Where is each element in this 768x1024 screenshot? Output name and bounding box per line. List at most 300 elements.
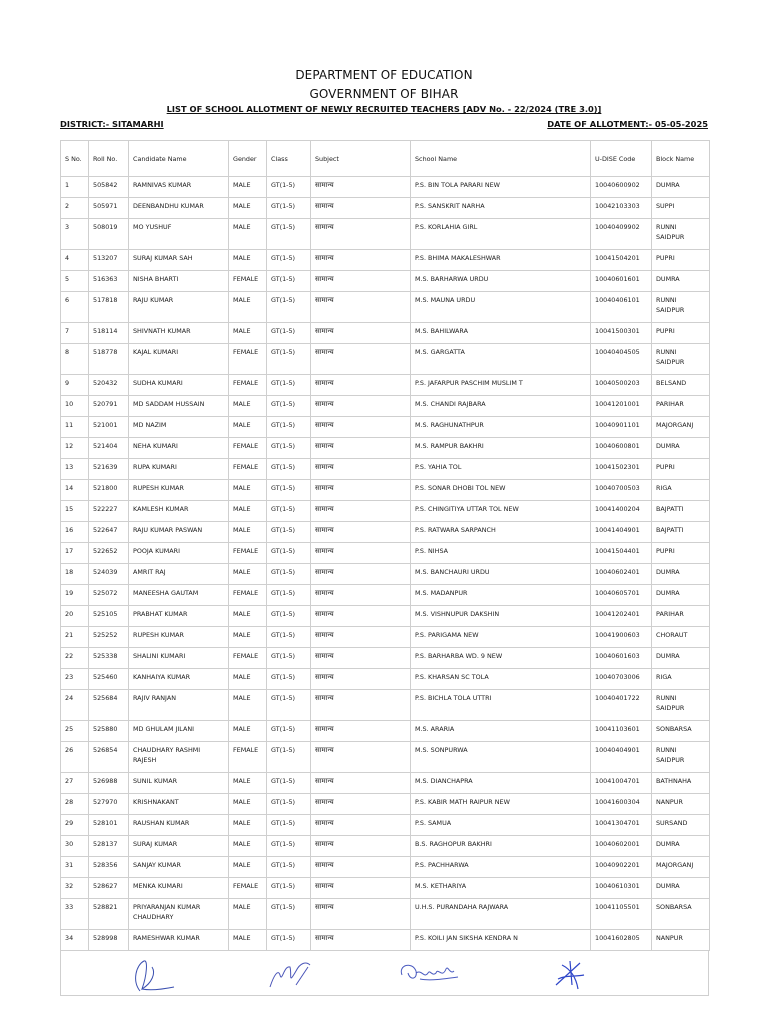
table-cell: 525252 [89, 627, 129, 648]
table-cell: 525460 [89, 669, 129, 690]
table-cell: FEMALE [229, 438, 267, 459]
table-cell: RAMESHWAR KUMAR [129, 930, 229, 951]
table-row [61, 773, 710, 794]
table-cell: MALE [229, 396, 267, 417]
table-cell: GT(1-5) [267, 815, 311, 836]
table-cell: 521001 [89, 417, 129, 438]
table-cell: GT(1-5) [267, 271, 311, 292]
table-cell: P.S. BIN TOLA PARARI NEW [411, 177, 591, 198]
list-title: LIST OF SCHOOL ALLOTMENT OF NEWLY RECRUITED TEACHERS [ADV No. - 22/2024 (TRE 3.0)] [166, 104, 602, 114]
table-cell: GT(1-5) [267, 857, 311, 878]
table-cell: MAJORGANJ [652, 417, 710, 438]
signature-2-icon [266, 955, 316, 995]
table-cell: KANHAIYA KUMAR [129, 669, 229, 690]
table-cell: 10040404901 [591, 742, 652, 773]
table-cell: SUDHA KUMARI [129, 375, 229, 396]
date-label: DATE OF ALLOTMENT:- 05-05-2025 [547, 119, 708, 129]
table-cell: MALE [229, 417, 267, 438]
table-cell: MALE [229, 323, 267, 344]
table-cell: M.S. GARGATTA [411, 344, 591, 375]
table-cell: MALE [229, 292, 267, 323]
table-cell: GT(1-5) [267, 219, 311, 250]
table-cell: GT(1-5) [267, 669, 311, 690]
table-cell: MALE [229, 721, 267, 742]
table-cell: सामान्य [311, 690, 411, 721]
table-cell: 520791 [89, 396, 129, 417]
table-cell: FEMALE [229, 878, 267, 899]
table-cell: 525880 [89, 721, 129, 742]
table-row [61, 396, 710, 417]
table-cell: सामान्य [311, 742, 411, 773]
table-cell: KAMLESH KUMAR [129, 501, 229, 522]
table-row [61, 585, 710, 606]
table-cell: 32 [61, 878, 89, 899]
table-cell: RUNNI SAIDPUR [652, 219, 710, 250]
table-cell: 8 [61, 344, 89, 375]
table-cell: सामान्य [311, 836, 411, 857]
table-cell: सामान्य [311, 878, 411, 899]
table-row [61, 899, 710, 930]
table-cell: RUPESH KUMAR [129, 480, 229, 501]
table-cell: RAJU KUMAR PASWAN [129, 522, 229, 543]
table-cell: 30 [61, 836, 89, 857]
table-cell: सामान्य [311, 899, 411, 930]
table-cell: 21 [61, 627, 89, 648]
table-cell: BAJPATTI [652, 501, 710, 522]
signature-3-icon [396, 955, 466, 991]
table-row [61, 480, 710, 501]
table-row [61, 198, 710, 219]
table-cell: MALE [229, 815, 267, 836]
table-row [61, 742, 710, 773]
table-cell: 31 [61, 857, 89, 878]
table-header-row [61, 141, 710, 177]
table-cell: 34 [61, 930, 89, 951]
table-cell: सामान्य [311, 250, 411, 271]
table-cell: NISHA BHARTI [129, 271, 229, 292]
table-cell: 528627 [89, 878, 129, 899]
table-cell: DUMRA [652, 177, 710, 198]
signature-1-icon [122, 955, 182, 995]
table-cell: SONBARSA [652, 721, 710, 742]
table-cell: NANPUR [652, 794, 710, 815]
table-cell: NEHA KUMARI [129, 438, 229, 459]
table-cell: SUPPI [652, 198, 710, 219]
table-cell: DUMRA [652, 648, 710, 669]
column-header: Class [267, 141, 311, 177]
table-cell: MD NAZIM [129, 417, 229, 438]
table-cell: FEMALE [229, 271, 267, 292]
table-cell: 520432 [89, 375, 129, 396]
table-cell: 10040404505 [591, 344, 652, 375]
table-cell: सामान्य [311, 794, 411, 815]
column-header: U-DISE Code [591, 141, 652, 177]
table-cell: 10041004701 [591, 773, 652, 794]
table-cell: 10042103303 [591, 198, 652, 219]
table-cell: M.S. MAUNA URDU [411, 292, 591, 323]
table-cell: P.S. JAFARPUR PASCHIM MUSLIM T [411, 375, 591, 396]
table-cell: P.S. PARIGAMA NEW [411, 627, 591, 648]
table-cell: 10041304701 [591, 815, 652, 836]
table-cell: SURAJ KUMAR SAH [129, 250, 229, 271]
table-cell: GT(1-5) [267, 627, 311, 648]
table-cell: सामान्य [311, 648, 411, 669]
table-cell: 2 [61, 198, 89, 219]
table-cell: 28 [61, 794, 89, 815]
table-cell: CHAUDHARY RASHMI RAJESH [129, 742, 229, 773]
table-cell: 11 [61, 417, 89, 438]
table-cell: 10040600902 [591, 177, 652, 198]
table-cell: MALE [229, 177, 267, 198]
table-cell: FEMALE [229, 585, 267, 606]
table-row [61, 375, 710, 396]
table-cell: 10040902201 [591, 857, 652, 878]
table-cell: MO YUSHUF [129, 219, 229, 250]
table-cell: AMRIT RAJ [129, 564, 229, 585]
table-cell: 9 [61, 375, 89, 396]
table-cell: 29 [61, 815, 89, 836]
table-cell: सामान्य [311, 721, 411, 742]
table-cell: 505971 [89, 198, 129, 219]
table-cell: 526988 [89, 773, 129, 794]
table-cell: P.S. KOILI JAN SIKSHA KENDRA N [411, 930, 591, 951]
table-cell: 20 [61, 606, 89, 627]
table-cell: FEMALE [229, 459, 267, 480]
table-cell: MALE [229, 522, 267, 543]
table-cell: 10041600304 [591, 794, 652, 815]
table-row [61, 292, 710, 323]
table-cell: 525072 [89, 585, 129, 606]
table-cell: DUMRA [652, 271, 710, 292]
table-cell: M.S. RAMPUR BAKHRI [411, 438, 591, 459]
table-row [61, 690, 710, 721]
table-cell: 12 [61, 438, 89, 459]
table-cell: BELSAND [652, 375, 710, 396]
table-cell: P.S. SONAR DHOBI TOL NEW [411, 480, 591, 501]
table-cell: GT(1-5) [267, 198, 311, 219]
table-cell: SONBARSA [652, 899, 710, 930]
table-cell: M.S. DIANCHAPRA [411, 773, 591, 794]
table-cell: SHIVNATH KUMAR [129, 323, 229, 344]
table-cell: MD SADDAM HUSSAIN [129, 396, 229, 417]
table-row [61, 836, 710, 857]
table-cell: 10040602001 [591, 836, 652, 857]
table-cell: MALE [229, 480, 267, 501]
table-row [61, 815, 710, 836]
table-cell: GT(1-5) [267, 417, 311, 438]
table-cell: RUNNI SAIDPUR [652, 344, 710, 375]
table-row [61, 878, 710, 899]
table-row [61, 648, 710, 669]
table-cell: 528356 [89, 857, 129, 878]
district-label: DISTRICT:- SITAMARHI [60, 119, 164, 129]
table-row [61, 344, 710, 375]
table-row [61, 721, 710, 742]
table-cell: 18 [61, 564, 89, 585]
table-cell: सामान्य [311, 627, 411, 648]
table-cell: M.S. KETHARIYA [411, 878, 591, 899]
table-row [61, 323, 710, 344]
column-header: Candidate Name [129, 141, 229, 177]
table-cell: 24 [61, 690, 89, 721]
table-cell: 10040703006 [591, 669, 652, 690]
column-header: Roll No. [89, 141, 129, 177]
table-cell: MAJORGANJ [652, 857, 710, 878]
table-cell: GT(1-5) [267, 480, 311, 501]
table-cell: SANJAY KUMAR [129, 857, 229, 878]
table-row [61, 438, 710, 459]
table-cell: NANPUR [652, 930, 710, 951]
table-cell: M.S. ARARIA [411, 721, 591, 742]
table-cell: P.S. BARHARBA WD. 9 NEW [411, 648, 591, 669]
table-cell: GT(1-5) [267, 721, 311, 742]
table-cell: 516363 [89, 271, 129, 292]
table-cell: 525684 [89, 690, 129, 721]
table-cell: 26 [61, 742, 89, 773]
column-header: Subject [311, 141, 411, 177]
table-cell: KRISHNAKANT [129, 794, 229, 815]
table-cell: P.S. KABIR MATH RAIPUR NEW [411, 794, 591, 815]
table-cell: 10041500301 [591, 323, 652, 344]
table-cell: P.S. SAMUA [411, 815, 591, 836]
table-cell: GT(1-5) [267, 794, 311, 815]
table-cell: 521404 [89, 438, 129, 459]
table-cell: MALE [229, 606, 267, 627]
column-header: S No. [61, 141, 89, 177]
table-cell: 10041602805 [591, 930, 652, 951]
table-cell: सामान्य [311, 438, 411, 459]
table-cell: 10040500203 [591, 375, 652, 396]
table-cell: सामान्य [311, 219, 411, 250]
table-cell: 10 [61, 396, 89, 417]
column-header: Block Name [652, 141, 710, 177]
table-cell: GT(1-5) [267, 899, 311, 930]
table-cell: FEMALE [229, 742, 267, 773]
table-cell: MENKA KUMARI [129, 878, 229, 899]
table-cell: 522227 [89, 501, 129, 522]
table-row [61, 857, 710, 878]
table-cell: 10040401722 [591, 690, 652, 721]
table-cell: MALE [229, 250, 267, 271]
table-cell: सामान्य [311, 344, 411, 375]
table-cell: DUMRA [652, 878, 710, 899]
table-cell: सामान्य [311, 459, 411, 480]
table-cell: M.S. VISHNUPUR DAKSHIN [411, 606, 591, 627]
table-cell: 22 [61, 648, 89, 669]
table-cell: 10040602401 [591, 564, 652, 585]
table-row [61, 177, 710, 198]
table-row [61, 794, 710, 815]
table-cell: DEENBANDHU KUMAR [129, 198, 229, 219]
table-cell: SHALINI KUMARI [129, 648, 229, 669]
table-cell: 521639 [89, 459, 129, 480]
table-cell: PARIHAR [652, 606, 710, 627]
table-cell: सामान्य [311, 773, 411, 794]
table-cell: सामान्य [311, 815, 411, 836]
table-cell: 10041201001 [591, 396, 652, 417]
table-cell: GT(1-5) [267, 438, 311, 459]
table-cell: GT(1-5) [267, 292, 311, 323]
table-cell: सामान्य [311, 522, 411, 543]
table-cell: GT(1-5) [267, 344, 311, 375]
table-cell: SURAJ KUMAR [129, 836, 229, 857]
table-cell: 10040901101 [591, 417, 652, 438]
table-cell: 526854 [89, 742, 129, 773]
table-cell: RAJIV RANJAN [129, 690, 229, 721]
table-cell: सामान्य [311, 543, 411, 564]
table-cell: M.S. RAGHUNATHPUR [411, 417, 591, 438]
table-cell: MALE [229, 627, 267, 648]
table-cell: GT(1-5) [267, 878, 311, 899]
table-cell: 10040700503 [591, 480, 652, 501]
table-cell: 7 [61, 323, 89, 344]
table-cell: GT(1-5) [267, 606, 311, 627]
table-cell: FEMALE [229, 648, 267, 669]
table-cell: U.H.S. PURANDAHA RAJWARA [411, 899, 591, 930]
table-row [61, 543, 710, 564]
table-cell: MALE [229, 836, 267, 857]
table-cell: सामान्य [311, 606, 411, 627]
table-cell: MALE [229, 198, 267, 219]
table-cell: PARIHAR [652, 396, 710, 417]
table-cell: सामान्य [311, 669, 411, 690]
table-cell: DUMRA [652, 585, 710, 606]
table-row [61, 250, 710, 271]
table-cell: 528137 [89, 836, 129, 857]
table-cell: DUMRA [652, 836, 710, 857]
table-cell: 528101 [89, 815, 129, 836]
department-title: DEPARTMENT OF EDUCATION [295, 68, 473, 82]
table-cell: P.S. YAHIA TOL [411, 459, 591, 480]
table-cell: P.S. NIHSA [411, 543, 591, 564]
table-cell: 10041504201 [591, 250, 652, 271]
table-cell: MALE [229, 501, 267, 522]
table-cell: PUPRI [652, 543, 710, 564]
table-cell: KAJAL KUMARI [129, 344, 229, 375]
table-cell: सामान्य [311, 396, 411, 417]
table-cell: RIGA [652, 480, 710, 501]
table-cell: GT(1-5) [267, 396, 311, 417]
table-cell: GT(1-5) [267, 585, 311, 606]
table-row [61, 501, 710, 522]
table-cell: P.S. BICHLA TOLA UTTRI [411, 690, 591, 721]
table-cell: MANEESHA GAUTAM [129, 585, 229, 606]
table-cell: 19 [61, 585, 89, 606]
table-cell: RUNNI SAIDPUR [652, 690, 710, 721]
table-cell: 521800 [89, 480, 129, 501]
table-cell: DUMRA [652, 564, 710, 585]
table-cell: BATHNAHA [652, 773, 710, 794]
table-cell: RUPA KUMARI [129, 459, 229, 480]
table-cell: FEMALE [229, 375, 267, 396]
table-cell: सामान्य [311, 198, 411, 219]
table-row [61, 271, 710, 292]
table-cell: PUPRI [652, 459, 710, 480]
table-cell: 10041400204 [591, 501, 652, 522]
table-cell: 10040601601 [591, 271, 652, 292]
table-cell: P.S. RATWARA SARPANCH [411, 522, 591, 543]
table-row [61, 669, 710, 690]
column-header: School Name [411, 141, 591, 177]
table-cell: 10041103601 [591, 721, 652, 742]
table-cell: MALE [229, 794, 267, 815]
table-cell: MALE [229, 930, 267, 951]
table-cell: 3 [61, 219, 89, 250]
table-cell: P.S. BHIMA MAKALESHWAR [411, 250, 591, 271]
table-cell: P.S. PACHHARWA [411, 857, 591, 878]
table-cell: RAJU KUMAR [129, 292, 229, 323]
table-cell: 5 [61, 271, 89, 292]
table-cell: 33 [61, 899, 89, 930]
table-cell: GT(1-5) [267, 543, 311, 564]
table-cell: सामान्य [311, 271, 411, 292]
table-cell: SURSAND [652, 815, 710, 836]
table-cell: 508019 [89, 219, 129, 250]
table-cell: 25 [61, 721, 89, 742]
signature-4-icon [550, 955, 590, 995]
table-cell: 10040600801 [591, 438, 652, 459]
table-cell: RUPESH KUMAR [129, 627, 229, 648]
signature-row [60, 951, 709, 995]
table-cell: 10040605701 [591, 585, 652, 606]
table-cell: M.S. SONPURWA [411, 742, 591, 773]
table-cell: 522647 [89, 522, 129, 543]
table-cell: सामान्य [311, 930, 411, 951]
table-cell: M.S. BARHARWA URDU [411, 271, 591, 292]
table-cell: सामान्य [311, 375, 411, 396]
table-row [61, 564, 710, 585]
table-cell: P.S. SANSKRIT NARHA [411, 198, 591, 219]
table-cell: MALE [229, 669, 267, 690]
table-cell: MALE [229, 564, 267, 585]
table-cell: P.S. CHINGITIYA UTTAR TOL NEW [411, 501, 591, 522]
table-cell: GT(1-5) [267, 375, 311, 396]
table-cell: 10040601603 [591, 648, 652, 669]
allotment-table [60, 140, 710, 951]
table-cell: GT(1-5) [267, 250, 311, 271]
table-cell: सामान्य [311, 857, 411, 878]
table-cell: FEMALE [229, 344, 267, 375]
table-cell: 505842 [89, 177, 129, 198]
table-cell: सामान्य [311, 292, 411, 323]
table-cell: RUNNI SAIDPUR [652, 292, 710, 323]
table-cell: सामान्य [311, 480, 411, 501]
table-cell: PUPRI [652, 323, 710, 344]
table-cell: GT(1-5) [267, 501, 311, 522]
table-cell: M.S. BAHILWARA [411, 323, 591, 344]
table-cell: SUNIL KUMAR [129, 773, 229, 794]
table-cell: RAUSHAN KUMAR [129, 815, 229, 836]
table-cell: MD GHULAM JILANI [129, 721, 229, 742]
table-cell: 524039 [89, 564, 129, 585]
table-cell: GT(1-5) [267, 522, 311, 543]
table-cell: 1 [61, 177, 89, 198]
table-row [61, 417, 710, 438]
table-row [61, 522, 710, 543]
table-cell: GT(1-5) [267, 930, 311, 951]
table-row [61, 930, 710, 951]
table-cell: 27 [61, 773, 89, 794]
table-cell: GT(1-5) [267, 459, 311, 480]
table-cell: POOJA KUMARI [129, 543, 229, 564]
table-cell: PRABHAT KUMAR [129, 606, 229, 627]
table-cell: PUPRI [652, 250, 710, 271]
table-cell: सामान्य [311, 501, 411, 522]
table-cell: सामान्य [311, 323, 411, 344]
table-cell: M.S. BANCHAURI URDU [411, 564, 591, 585]
table-cell: 517818 [89, 292, 129, 323]
table-cell: MALE [229, 899, 267, 930]
